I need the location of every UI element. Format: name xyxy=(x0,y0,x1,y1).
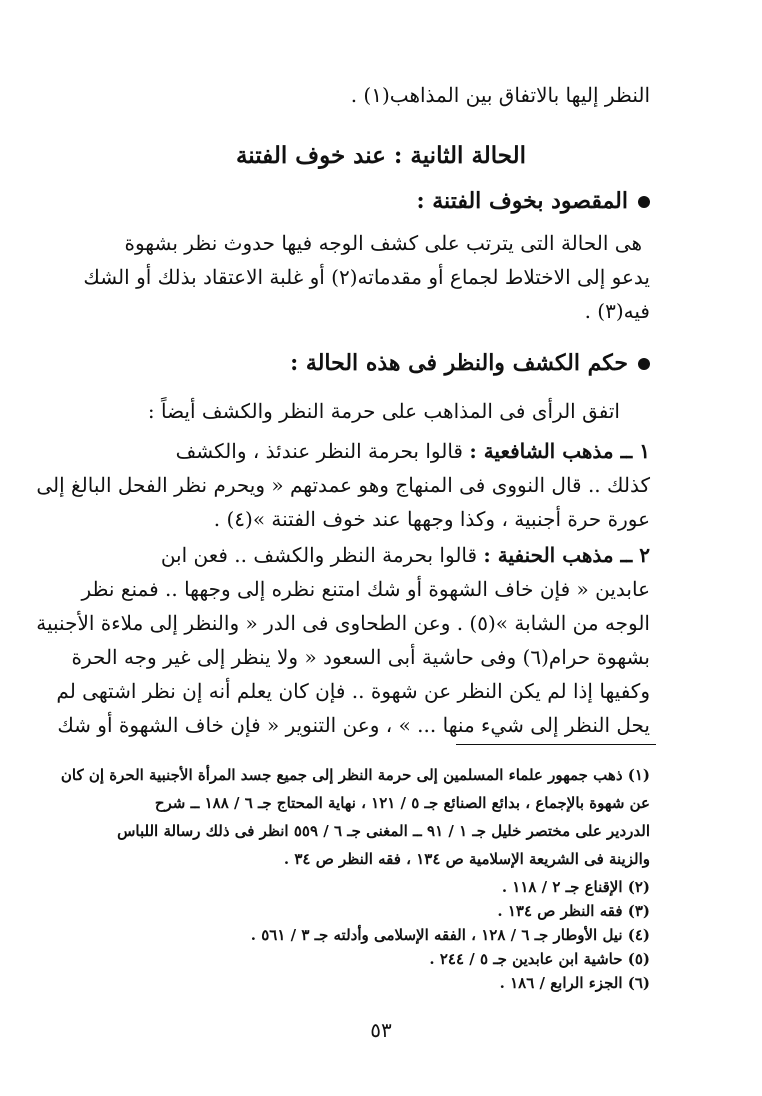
hanafi-first-line xyxy=(161,540,650,570)
footnote-line: الدردير على مختصر خليل جـ ١ / ٩١ ــ المغنى جـ ٦ / ٥٥٩ انظر فى ذلك رسالة اللباس xyxy=(117,822,650,840)
paragraph-line: عابدين « فإن خاف الشهوة أو شك امتنع نظره إلى وجهها .. فمنع نظر xyxy=(81,577,650,601)
paragraph-line: وكفيها إذا لم يكن النظر عن شهوة .. فإن كان يعلم أنه إن نظر اشتهى لم xyxy=(56,679,650,703)
paragraph-line: الوجه من الشابة »(٥) . وعن الطحاوى فى الدر « والنظر إلى ملاءة الأجنبية xyxy=(36,611,650,635)
paragraph-line: يحل النظر إلى شيء منها ... » ، وعن التنوير « فإن خاف الشهوة أو شك xyxy=(57,713,650,737)
footnote-line: (٢) الإقناع جـ ٢ / ١١٨ . xyxy=(501,878,650,896)
subheading-intended-meaning: المقصود بخوف الفتنة : xyxy=(416,186,650,216)
paragraph-line: عورة حرة أجنبية ، وكذا وجهها عند خوف الفتنة »(٤) . xyxy=(213,507,650,531)
paragraph-line: كذلك .. قال النووى فى المنهاج وهو عمدتهم « ويحرم نظر الفحل البالغ إلى xyxy=(36,473,650,497)
shafii-text: قالوا بحرمة النظر عندئذ ، والكشف xyxy=(175,439,463,463)
page-number: ٥٣ xyxy=(370,1018,392,1042)
footnote-divider xyxy=(456,744,656,745)
footnote-line: (٦) الجزء الرابع / ١٨٦ . xyxy=(499,974,650,992)
footnote-line: (٤) نيل الأوطار جـ ٦ / ١٢٨ ، الفقه الإسلامى وأدلته جـ ٣ / ٥٦١ . xyxy=(250,926,650,944)
paragraph-line: يدعو إلى الاختلاط لجماع أو مقدماته(٢) أو غلبة الاعتقاد بذلك أو الشك xyxy=(83,265,650,289)
shafii-label: ١ ــ مذهب الشافعية : xyxy=(469,439,650,463)
bullet-icon xyxy=(638,358,650,370)
paragraph-line: بشهوة حرام(٦) وفى حاشية أبى السعود « ولا ينظر إلى غير وجه الحرة xyxy=(71,645,650,669)
footnote-line: (٣) فقه النظر ص ١٣٤ . xyxy=(497,902,650,920)
footnote-line: والزينة فى الشريعة الإسلامية ص ١٣٤ ، فقه النظر ص ٣٤ . xyxy=(283,850,650,868)
hanafi-text: قالوا بحرمة النظر والكشف .. فعن ابن xyxy=(160,543,478,567)
footnote-line: عن شهوة بالإجماع ، بدائع الصنائع جـ ٥ / ١٢١ ، نهاية المحتاج جـ ٦ / ١٨٨ ــ شرح xyxy=(154,794,650,812)
hanafi-label: ٢ ــ مذهب الحنفية : xyxy=(483,543,650,567)
continued-line: النظر إليها بالاتفاق بين المذاهب(١) . xyxy=(350,83,650,107)
paragraph-line: هى الحالة التى يترتب على كشف الوجه فيها حدوث نظر بشهوة xyxy=(124,231,642,255)
subheading-ruling: حكم الكشف والنظر فى هذه الحالة : xyxy=(290,348,650,378)
section-title: الحالة الثانية : عند خوف الفتنة xyxy=(235,142,527,169)
footnote-line: (١) ذهب جمهور علماء المسلمين إلى حرمة النظر إلى جميع جسد المرأة الأجنبية الحرة إن كان xyxy=(60,766,650,784)
shafii-first-line xyxy=(176,436,650,466)
paragraph-line: فيه(٣) . xyxy=(584,299,650,323)
intro-line: اتفق الرأى فى المذاهب على حرمة النظر والكشف أيضاً : xyxy=(147,399,620,423)
bullet-icon xyxy=(638,196,650,208)
footnote-line: (٥) حاشية ابن عابدين جـ ٥ / ٢٤٤ . xyxy=(429,950,650,968)
